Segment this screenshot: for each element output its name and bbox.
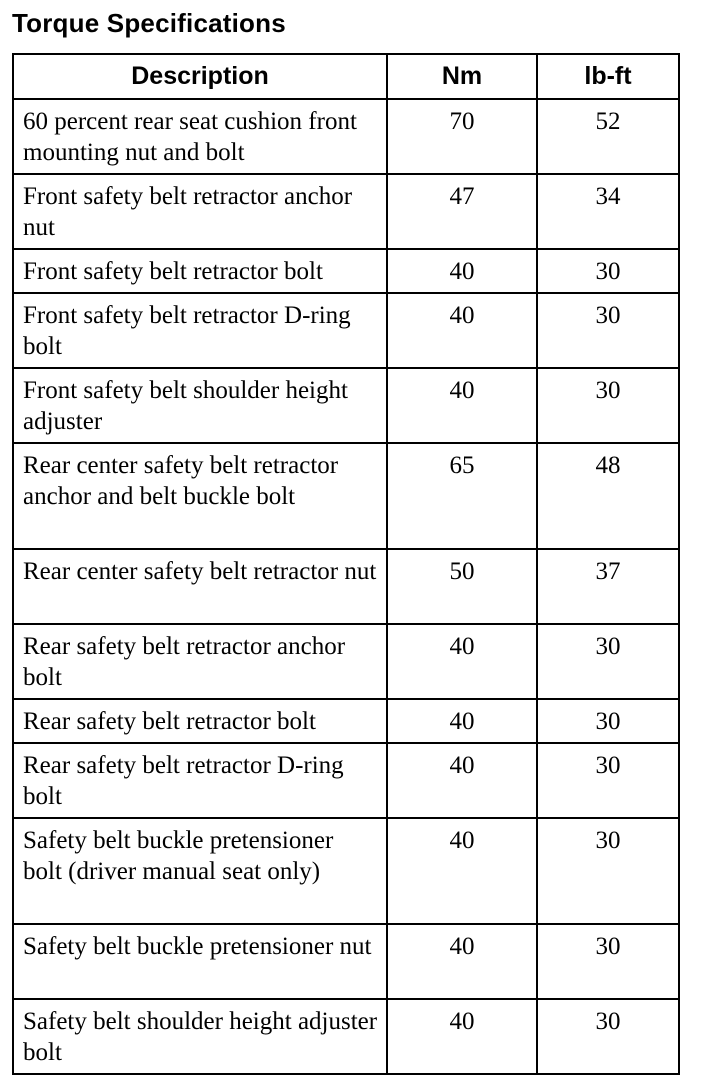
row-lbft: 34: [537, 174, 679, 249]
table-row: [13, 999, 679, 1074]
row-nm: 40: [387, 624, 537, 699]
row-lbft: 30: [537, 368, 679, 443]
row-description: Rear center safety belt retractor anchor and belt buckle bolt: [13, 443, 387, 549]
row-nm: 40: [387, 999, 537, 1074]
table-row: [13, 818, 679, 924]
torque-specifications-table: [12, 53, 680, 1075]
table-row: [13, 174, 679, 249]
row-description: Rear safety belt retractor D-ring bolt: [13, 743, 387, 818]
row-nm: 40: [387, 368, 537, 443]
page-title: Torque Specifications: [12, 8, 286, 38]
row-description: Front safety belt retractor bolt: [13, 249, 387, 293]
row-nm: 65: [387, 443, 537, 549]
row-nm: 40: [387, 249, 537, 293]
row-description: Rear center safety belt retractor nut: [13, 549, 387, 624]
row-description: Safety belt shoulder height adjuster bolt: [13, 999, 387, 1074]
table-row: [13, 443, 679, 549]
table-row: [13, 99, 679, 174]
row-nm: 50: [387, 549, 537, 624]
row-description: Rear safety belt retractor bolt: [13, 699, 387, 743]
row-description: 60 percent rear seat cushion front mounting nut and bolt: [13, 99, 387, 174]
row-nm: 40: [387, 818, 537, 924]
table-row: [13, 924, 679, 999]
row-description: Safety belt buckle pretensioner nut: [13, 924, 387, 999]
table-row: [13, 249, 679, 293]
row-lbft: 30: [537, 293, 679, 368]
table-row: [13, 293, 679, 368]
row-lbft: 30: [537, 699, 679, 743]
row-description: Safety belt buckle pretensioner bolt (driver manual seat only): [13, 818, 387, 924]
table-row: [13, 549, 679, 624]
row-lbft: 52: [537, 99, 679, 174]
row-lbft: 30: [537, 249, 679, 293]
row-nm: 40: [387, 924, 537, 999]
row-description: Front safety belt retractor anchor nut: [13, 174, 387, 249]
table-row: [13, 624, 679, 699]
row-description: Rear safety belt retractor anchor bolt: [13, 624, 387, 699]
row-lbft: 30: [537, 743, 679, 818]
row-nm: 40: [387, 743, 537, 818]
row-lbft: 30: [537, 624, 679, 699]
row-description: Front safety belt shoulder height adjuster: [13, 368, 387, 443]
header-nm: Nm: [387, 54, 537, 99]
table-row: [13, 743, 679, 818]
header-description: Description: [13, 54, 387, 99]
row-lbft: 30: [537, 924, 679, 999]
table-row: [13, 699, 679, 743]
row-lbft: 30: [537, 999, 679, 1074]
table-header-row: [13, 54, 679, 99]
row-nm: 40: [387, 699, 537, 743]
row-lbft: 37: [537, 549, 679, 624]
table-row: [13, 368, 679, 443]
row-lbft: 48: [537, 443, 679, 549]
header-lbft: lb-ft: [537, 54, 679, 99]
row-nm: 47: [387, 174, 537, 249]
row-description: Front safety belt retractor D-ring bolt: [13, 293, 387, 368]
row-nm: 40: [387, 293, 537, 368]
row-nm: 70: [387, 99, 537, 174]
row-lbft: 30: [537, 818, 679, 924]
